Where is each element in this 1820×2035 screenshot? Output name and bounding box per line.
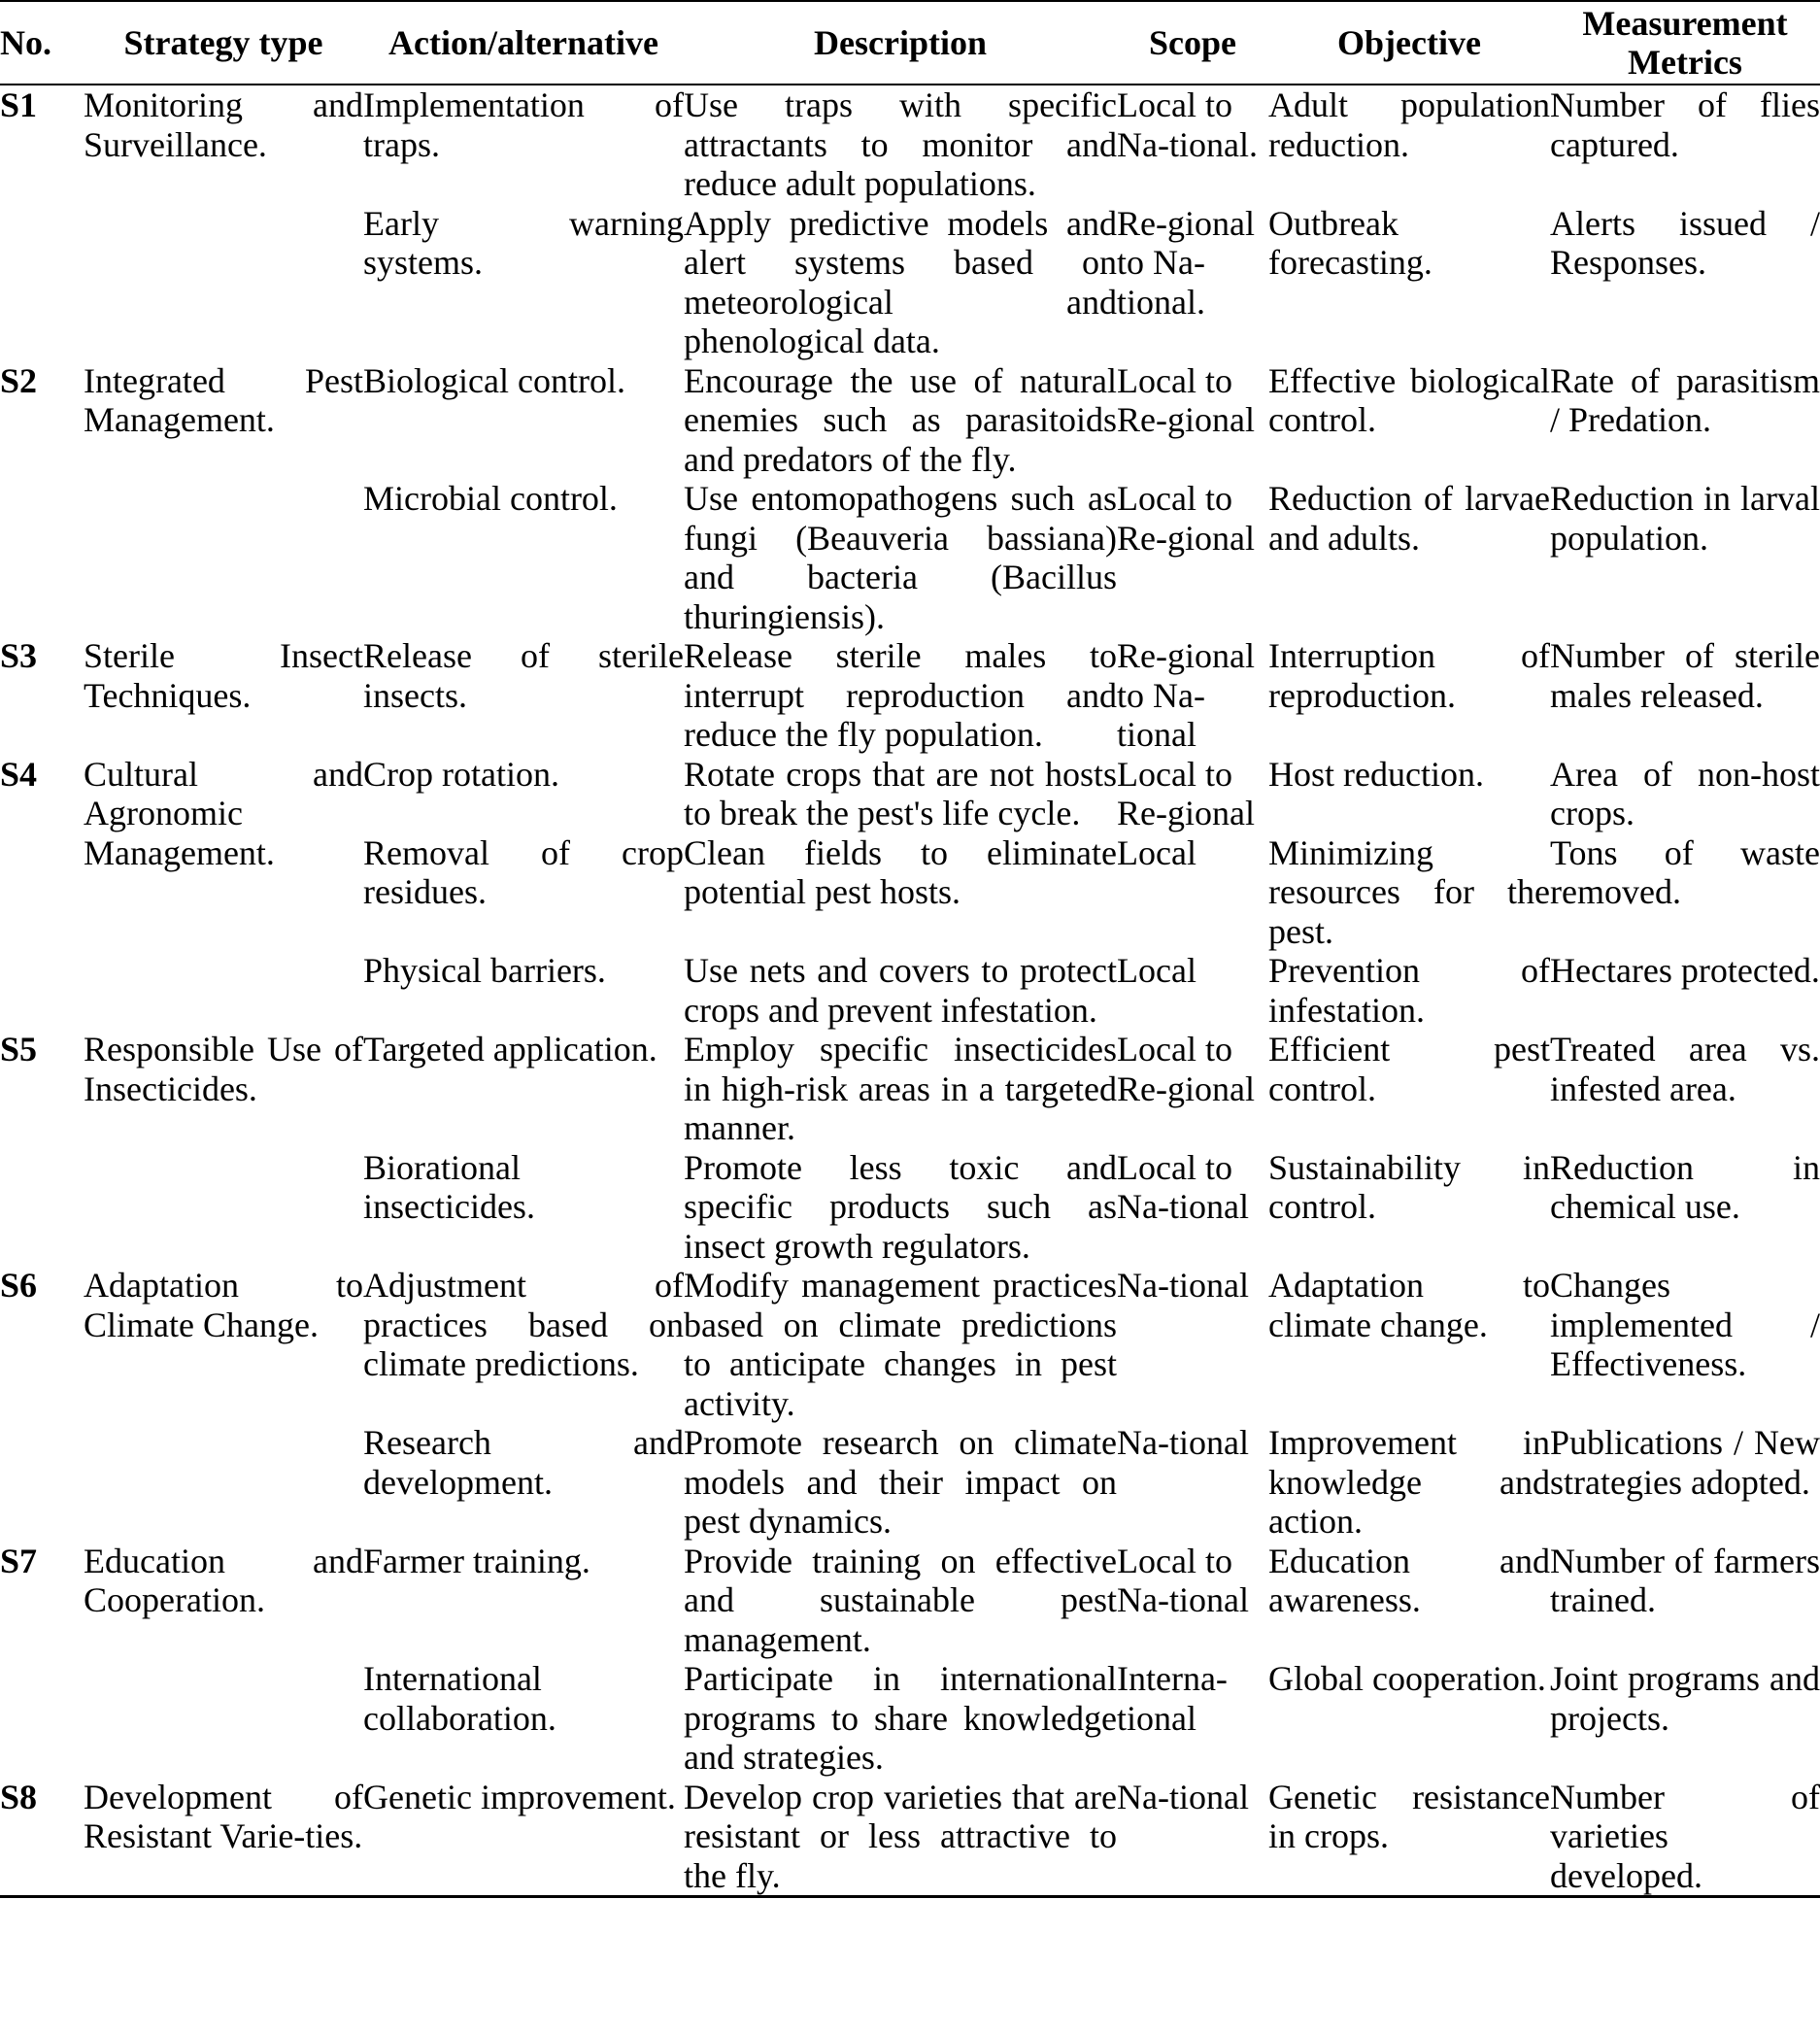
action-cell: Biological control.	[363, 360, 625, 400]
metric-cell: Hectares protected.	[1550, 951, 1820, 990]
action-cell: Biorational insecticides.	[363, 1147, 535, 1226]
scope-cell: Local to Na-tional	[1117, 1147, 1249, 1226]
metric-cell: Tons of waste removed.	[1550, 832, 1820, 911]
strategy-number: S5	[0, 1030, 38, 1068]
metric-cell: Rate of parasitism / Predation.	[1550, 360, 1820, 439]
metric-cell: Publications / New strategies adopted.	[1550, 1423, 1820, 1502]
action-cell: Early warning systems.	[363, 203, 684, 282]
strategy-type: Development of Resistant Varie-ties.	[84, 1778, 363, 1897]
strategy-number: S2	[0, 360, 38, 400]
objective-cell: Sustainability in control.	[1268, 1147, 1550, 1226]
metric-cell: Number of varieties developed.	[1550, 1777, 1820, 1895]
strategy-type: Monitoring and Surveillance.	[84, 85, 363, 164]
objective-cell: Improvement in knowledge and action.	[1268, 1423, 1550, 1541]
action-cell: International collaboration.	[363, 1659, 556, 1738]
scope-cell: Na-tional	[1117, 1778, 1268, 1897]
metric-cell: Changes implemented / Effectiveness.	[1550, 1266, 1820, 1383]
description-cell: Modify management practices based on climate predictions to anticipate changes in pest activity.	[684, 1266, 1117, 1423]
metric-cell: Number of sterile males released.	[1550, 636, 1820, 715]
description-cell: Release sterile males to interrupt reproduction and reduce the fly population.	[684, 636, 1117, 754]
objective-cell: Reduction of larvae and adults.	[1268, 479, 1550, 558]
table-row	[0, 1778, 1820, 1897]
description-cell: Promote less toxic and specific products such as insect growth regulators.	[684, 1147, 1117, 1266]
metric-cell: Number of flies captured.	[1550, 85, 1820, 164]
objective-cell: Adaptation to climate change.	[1268, 1266, 1550, 1344]
header-metrics: Measurement Metrics	[1550, 1, 1820, 85]
strategy-number: S7	[0, 1541, 38, 1580]
action-cell: Targeted application.	[363, 1030, 657, 1068]
description-cell: Employ specific insecticides in high-risk areas in a targeted manner.	[684, 1030, 1117, 1147]
scope-cell: Interna-tional	[1117, 1659, 1228, 1738]
objective-cell: Minimizing resources for the pest.	[1268, 832, 1550, 951]
objective-cell: Outbreak forecasting.	[1268, 203, 1432, 282]
strategy-type: Responsible Use of Insecticides.	[84, 1030, 363, 1108]
table-body	[0, 85, 1820, 1897]
table-row	[0, 1030, 1820, 1148]
strategy-type: Sterile Insect Techniques.	[84, 636, 363, 715]
objective-cell: Genetic resistance in crops.	[1268, 1778, 1550, 1897]
metric-cell: Reduction in larval population.	[1550, 479, 1820, 558]
scope-cell: Re-gional to Na-tional.	[1117, 203, 1255, 322]
scope-cell: Local to Re-gional	[1117, 479, 1255, 558]
description-cell: Use entomopathogens such as fungi (Beauveria bassiana) and bacteria (Bacillus thuringiensis).	[684, 479, 1117, 636]
objective-cell: Host reduction.	[1268, 754, 1484, 794]
strategy-number: S4	[0, 754, 38, 794]
scope-cell: Local to Na-tional	[1117, 1541, 1249, 1619]
description-cell: Participate in international programs to share knowledge and strategies.	[684, 1659, 1117, 1777]
table-row	[0, 361, 1820, 480]
description-cell: Develop crop varieties that are resistant or less attractive to the fly.	[684, 1777, 1117, 1895]
strategy-type: Integrated Pest Management.	[84, 360, 363, 439]
objective-cell: Efficient pest control.	[1268, 1030, 1550, 1108]
description-cell: Provide training on effective and sustainable pest management.	[684, 1541, 1117, 1659]
description-cell: Promote research on climate models and their impact on pest dynamics.	[684, 1423, 1117, 1541]
table-row	[0, 755, 1820, 833]
strategy-number: S1	[0, 85, 38, 124]
scope-cell: Na-tional	[1117, 1266, 1249, 1305]
strategy-number: S8	[0, 1778, 84, 1897]
table-row	[0, 1542, 1820, 1660]
header-strategy-type: Strategy type	[84, 1, 363, 85]
scope-cell: Local	[1117, 951, 1196, 990]
scope-cell: Local	[1117, 832, 1196, 872]
scope-cell: Local to Na-tional.	[1117, 85, 1258, 164]
scope-cell: Na-tional	[1117, 1423, 1249, 1462]
objective-cell: Global cooperation.	[1268, 1659, 1546, 1698]
metric-cell: Number of farmers trained.	[1550, 1541, 1820, 1619]
action-cell: Removal of crop residues.	[363, 832, 684, 911]
table-row	[0, 85, 1820, 204]
objective-cell: Interruption of reproduction.	[1268, 636, 1550, 715]
header-row	[0, 1, 1820, 85]
objective-cell: Adult population reduction.	[1268, 85, 1550, 164]
action-cell: Adjustment of practices based on climate predictions.	[363, 1266, 684, 1383]
metric-cell: Alerts issued / Responses.	[1550, 203, 1820, 282]
scope-cell: Local to Re-gional	[1117, 1030, 1255, 1108]
action-cell: Crop rotation.	[363, 754, 559, 794]
action-cell: Physical barriers.	[363, 951, 606, 990]
strategy-type: Cultural and Agronomic Management.	[84, 754, 363, 872]
table-row	[0, 636, 1820, 755]
description-cell: Use nets and covers to protect crops and prevent infestation.	[684, 951, 1117, 1030]
scope-cell: Local to Re-gional	[1117, 754, 1255, 832]
description-cell: Rotate crops that are not hosts to break the pest's life cycle.	[684, 754, 1117, 832]
header-scope: Scope	[1117, 1, 1268, 85]
objective-cell: Effective biological control.	[1268, 360, 1550, 439]
description-cell: Clean fields to eliminate potential pest hosts.	[684, 832, 1117, 911]
metric-cell: Joint programs and projects.	[1550, 1659, 1820, 1738]
action-cell: Microbial control.	[363, 479, 618, 518]
description-cell: Use traps with specific attractants to monitor and reduce adult populations.	[684, 85, 1117, 203]
action-cell: Implementation of traps.	[363, 85, 684, 164]
strategy-type: Education and Cooperation.	[84, 1541, 363, 1619]
metric-cell: Reduction in chemical use.	[1550, 1147, 1820, 1226]
action-cell: Release of sterile insects.	[363, 636, 684, 715]
action-cell: Genetic improvement.	[363, 1778, 684, 1897]
scope-cell: Local to Re-gional	[1117, 360, 1255, 439]
description-cell: Apply predictive models and alert systems based on meteorological and phenological data.	[684, 203, 1117, 360]
objective-cell: Prevention of infestation.	[1268, 951, 1550, 1030]
header-description: Description	[684, 1, 1117, 85]
strategy-number: S6	[0, 1266, 38, 1305]
description-cell: Encourage the use of natural enemies such as parasitoids and predators of the fly.	[684, 360, 1117, 479]
objective-cell: Education and awareness.	[1268, 1541, 1550, 1619]
action-cell: Research and development.	[363, 1423, 684, 1502]
header-action: Action/alternative	[363, 1, 684, 85]
strategy-type: Adaptation to Climate Change.	[84, 1266, 363, 1344]
metric-cell: Area of non-host crops.	[1550, 754, 1820, 832]
header-objective: Objective	[1268, 1, 1550, 85]
scope-cell: Re-gional to Na-tional	[1117, 636, 1255, 754]
strategy-number: S3	[0, 636, 38, 675]
action-cell: Farmer training.	[363, 1541, 590, 1580]
table-row	[0, 1266, 1820, 1423]
metric-cell: Treated area vs. infested area.	[1550, 1030, 1820, 1108]
header-no: No.	[0, 1, 84, 85]
